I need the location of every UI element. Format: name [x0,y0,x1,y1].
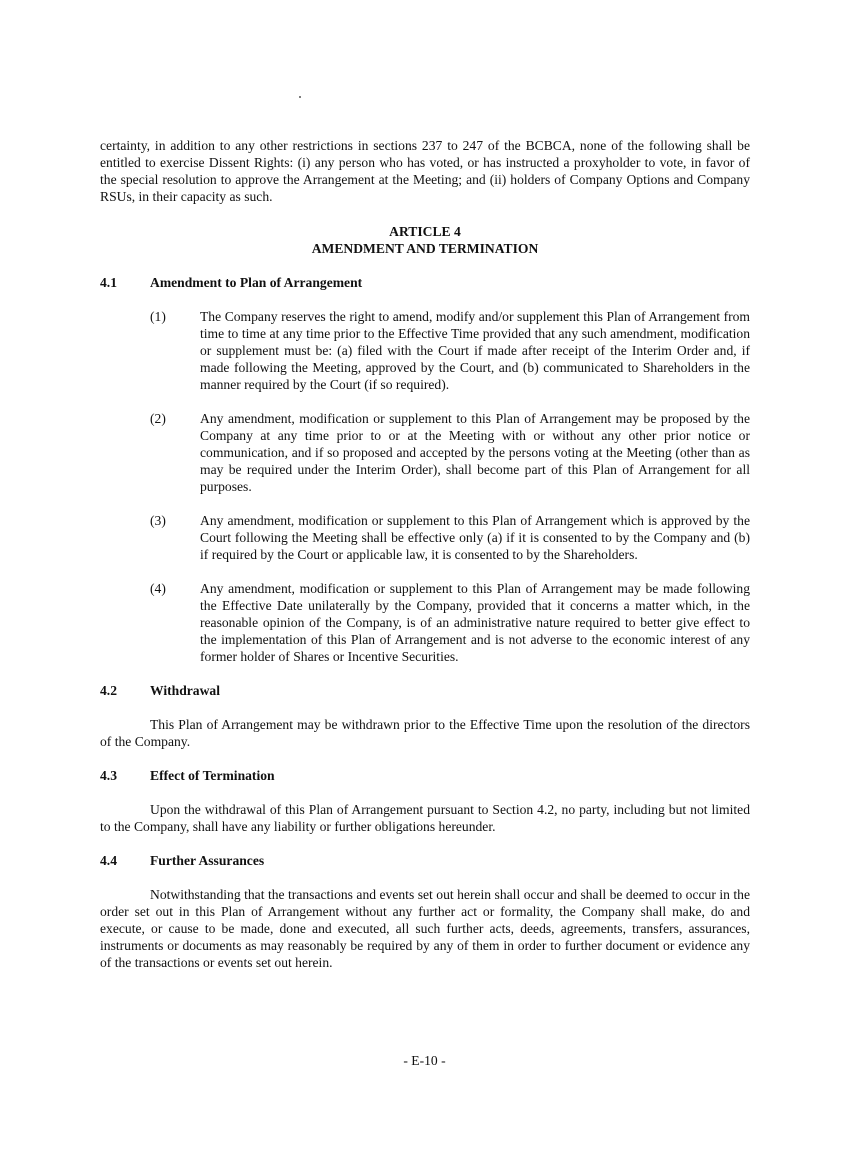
item-number: (2) [150,411,166,426]
item-number: (3) [150,513,166,528]
list-item [100,580,750,665]
list-item [100,512,750,563]
page-number: - E-10 - [403,1053,446,1068]
item-number: (4) [150,581,166,596]
section-heading-4-4 [100,852,750,869]
article-number: ARTICLE 4 [389,224,461,239]
section-heading-4-2 [100,682,750,699]
item-text: The Company reserves the right to amend, modify and/or supplement this Plan of Arrangement from time to time at any time prior to the Effective Time provided that any such amendment, modification or supplement must be: (a) filed with the Court if made after receipt of the Interim Order and, if made following the Meeting, approved by the Court, and (b) communicated to Shareholders in the manner required by the Court (if so required). [200,309,750,392]
section-number: 4.1 [100,275,117,290]
item-text: Any amendment, modification or supplement to this Plan of Arrangement may be made following the Effective Date unilaterally by the Company, provided that it concerns a matter which, in the reasonable opinion of the Company, is of an administrative nature required to better give effect to the implementation of this Plan of Arrangement and is not adverse to the economic interest of any former holder of Shares or Incentive Securities. [200,581,750,664]
section-heading-4-3 [100,767,750,784]
section-paragraph: Upon the withdrawal of this Plan of Arrangement pursuant to Section 4.2, no party, including but not limited to the Company, shall have any liability or further obligations hereunder. [100,802,750,834]
article-heading [100,223,750,257]
section-title: Amendment to Plan of Arrangement [150,275,363,290]
section-paragraph: This Plan of Arrangement may be withdrawn prior to the Effective Time upon the resolution of the directors of the Company. [100,717,750,749]
section-number: 4.2 [100,683,117,698]
intro-paragraph: certainty, in addition to any other restrictions in sections 237 to 247 of the BCBCA, none of the following shall be entitled to exercise Dissent Rights: (i) any person who has voted, or has instructed a proxyholder to vote, in favor of the special resolution to approve the Arrangement at the Meeting; and (ii) holders of Company Options and Company RSUs, in their capacity as such. [100,138,750,204]
section-paragraph: Notwithstanding that the transactions and events set out herein shall occur and shall be deemed to occur in the order set out in this Plan of Arrangement without any further act or formality, the Company shall make, do and execute, or cause to be made, done and executed, all such further acts, deeds, agreements, transfers, assurances, instruments or documents as may reasonably be required by any of them in order to further document or evidence any of the transactions or events set out herein. [100,887,750,970]
article-title: AMENDMENT AND TERMINATION [311,241,539,256]
section-title: Effect of Termination [150,768,275,783]
page-body [100,137,750,971]
section-number: 4.3 [100,768,117,783]
item-text: Any amendment, modification or supplement to this Plan of Arrangement which is approved by the Court following the Meeting shall be effective only (a) if it is consented to by the Company and (b) if required by the Court or applicable law, it is consented to by the Shareholders. [200,513,750,562]
list-item [100,308,750,393]
section-number: 4.4 [100,853,117,868]
item-text: Any amendment, modification or supplement to this Plan of Arrangement may be proposed by the Company at any time prior to or at the Meeting with or without any other prior notice or communication, and if so proposed and accepted by the persons voting at the Meeting (other than as may be required under the Interim Order), shall become part of this Plan of Arrangement for all purposes. [200,411,750,494]
section-heading-4-1 [100,274,750,291]
stray-mark [299,96,301,98]
list-item [100,410,750,495]
section-title: Withdrawal [150,683,220,698]
section-title: Further Assurances [150,853,265,868]
item-number: (1) [150,309,166,324]
